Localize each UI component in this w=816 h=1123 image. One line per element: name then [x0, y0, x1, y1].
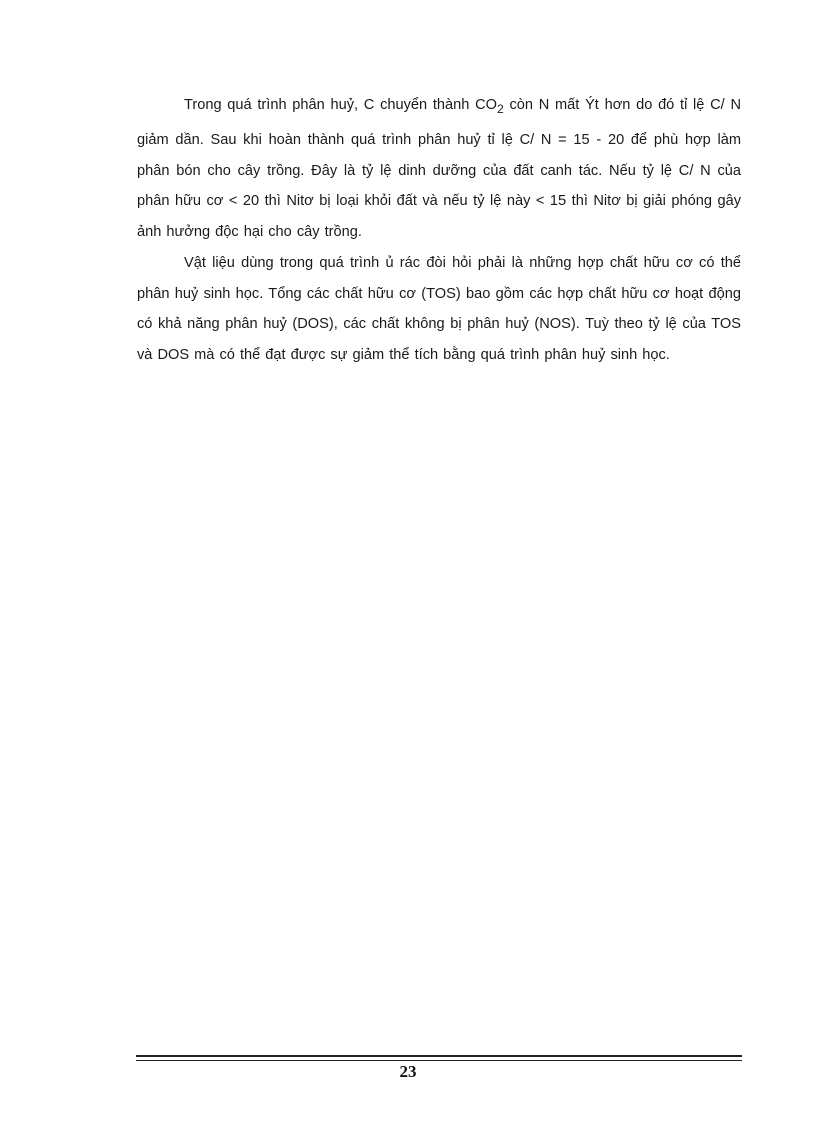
subscript-2: 2 — [497, 101, 504, 116]
page-number: 23 — [399, 1062, 417, 1081]
paragraph-text: còn N mất Ýt hơn do đó tỉ lệ C/ N giảm dần. Sau khi hoàn thành quá trình phân huỷ tỉ lệ C/ N = 15 - 20 để phù hợp làm phân bón cho cây trồng. Đây là tỷ lệ dinh dưỡng của đất canh tác. Nếu tỷ lệ C/ N của phân hữu cơ < 20 thì Nitơ bị loại khỏi đất và nếu tỷ lệ này < 15 thì Nitơ bị giải phóng gây ảnh hưởng độc hại cho cây trồng. — [137, 97, 741, 241]
footer-double-rule — [136, 1055, 742, 1061]
paragraph-text: Trong quá trình phân huỷ, C chuyển thành CO — [184, 97, 497, 113]
paragraph-materials: Vật liệu dùng trong quá trình ủ rác đòi hỏi phải là những hợp chất hữu cơ có thể phân huỷ sinh học. Tổng các chất hữu cơ (TOS) bao gồm các hợp chất hữu cơ hoạt động có khả năng phân huỷ (DOS), các chất không bị phân huỷ (NOS). Tuỳ theo tỷ lệ của TOS và DOS mà có thể đạt được sự giảm thể tích bằng quá trình phân huỷ sinh học. — [137, 254, 741, 364]
paragraph-decomposition — [137, 90, 741, 248]
body-text — [137, 90, 741, 371]
